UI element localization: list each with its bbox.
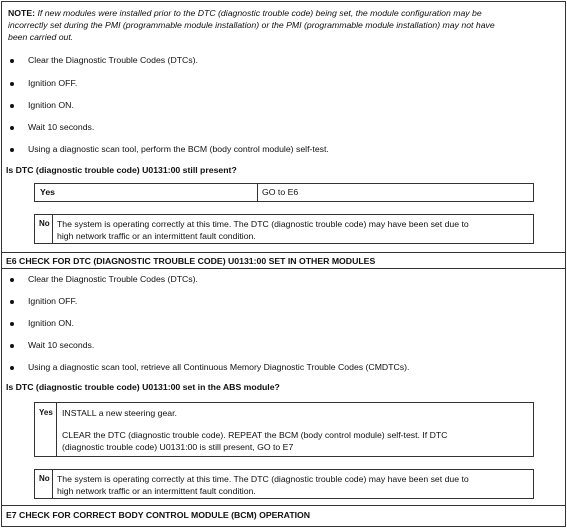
yes-action-line-2: CLEAR the DTC (diagnostic trouble code). REPEAT the BCM (body control module) self-test. If DTC	[62, 430, 448, 440]
step-item: Ignition ON.	[28, 100, 74, 110]
yes-action: GO to E6	[262, 187, 299, 197]
yes-box-2	[34, 402, 534, 457]
e6-heading: E6 CHECK FOR DTC (DIAGNOSTIC TROUBLE CODE) U0131:00 SET IN OTHER MODULES	[6, 256, 376, 266]
bullet-icon	[10, 104, 14, 108]
yes-label: Yes	[39, 408, 53, 417]
no-action-line-1: The system is operating correctly at this time. The DTC (diagnostic trouble code) may have been set due to	[57, 219, 469, 229]
bullet-icon	[10, 322, 14, 326]
no-box-1	[34, 214, 534, 244]
bullet-icon	[10, 300, 14, 304]
yes-action-line-3: (diagnostic trouble code) U0131:00 is still present, GO to E7	[62, 442, 294, 452]
question-2: Is DTC (diagnostic trouble code) U0131:00 set in the ABS module?	[6, 382, 280, 392]
note-label: NOTE:	[8, 8, 36, 18]
column-divider	[56, 403, 57, 456]
note-line-3: been carried out.	[8, 32, 74, 42]
yes-action-line-1: INSTALL a new steering gear.	[62, 408, 177, 418]
bullet-icon	[10, 344, 14, 348]
step-item: Using a diagnostic scan tool, perform the BCM (body control module) self-test.	[28, 144, 329, 154]
no-action-line-2: high network traffic or an intermittent fault condition.	[57, 231, 256, 241]
column-divider	[257, 184, 258, 201]
procedure-page	[1, 1, 566, 527]
step-item: Ignition OFF.	[28, 296, 78, 306]
note-line-1	[8, 8, 482, 19]
bullet-icon	[10, 366, 14, 370]
divider	[2, 505, 565, 506]
step-item: Ignition ON.	[28, 318, 74, 328]
yes-box-1	[34, 183, 534, 202]
divider	[2, 268, 565, 269]
column-divider	[52, 470, 53, 498]
no-label: No	[39, 474, 50, 483]
bullet-icon	[10, 148, 14, 152]
note-line-2: incorrectly set during the PMI (programmable module installation) or the PMI (programmable module installation) may not have	[8, 20, 495, 30]
divider	[2, 252, 565, 253]
e7-heading: E7 CHECK FOR CORRECT BODY CONTROL MODULE (BCM) OPERATION	[6, 510, 311, 520]
bullet-icon	[10, 82, 14, 86]
no-label: No	[39, 219, 50, 228]
step-item: Wait 10 seconds.	[28, 122, 95, 132]
no-box-2	[34, 469, 534, 499]
step-item: Clear the Diagnostic Trouble Codes (DTCs).	[28, 274, 198, 284]
step-item: Clear the Diagnostic Trouble Codes (DTCs).	[28, 55, 198, 65]
bullet-icon	[10, 126, 14, 130]
yes-label: Yes	[40, 187, 55, 197]
step-item: Using a diagnostic scan tool, retrieve all Continuous Memory Diagnostic Trouble Codes (CMDTCs).	[28, 362, 410, 372]
step-item: Wait 10 seconds.	[28, 340, 95, 350]
question-1: Is DTC (diagnostic trouble code) U0131:00 still present?	[6, 165, 237, 175]
column-divider	[52, 215, 53, 243]
bullet-icon	[10, 278, 14, 282]
step-item: Ignition OFF.	[28, 78, 78, 88]
no-action-line-2: high network traffic or an intermittent fault condition.	[57, 486, 256, 496]
no-action-line-1: The system is operating correctly at this time. The DTC (diagnostic trouble code) may have been set due to	[57, 474, 469, 484]
bullet-icon	[10, 59, 14, 63]
note-text-1: If new modules were installed prior to the DTC (diagnostic trouble code) being set, the module configuration may be	[37, 8, 482, 18]
